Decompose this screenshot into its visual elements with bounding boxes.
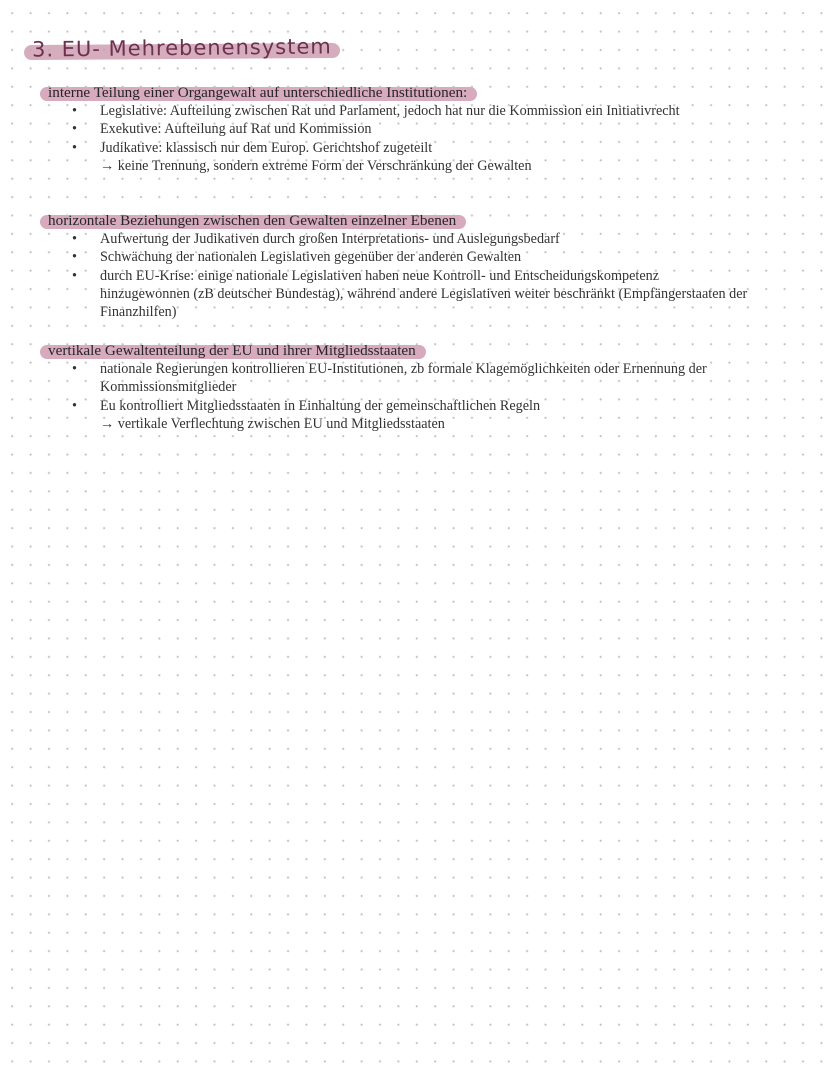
list-item-text: durch EU-Krise: einige nationale Legislativen haben neue Kontroll- und Entscheidungskompetenz hinzugewonnen (zB deutscher Bundestag), während andere Legislativen weiter beschränkt (Empfängerstaaten der Finanzhilfen)	[100, 267, 748, 321]
conclusion-note: → vertikale Verflechtung zwischen EU und Mitgliedsstaaten	[100, 415, 445, 432]
list-item	[0, 267, 828, 322]
list-item-text: Schwächung der nationalen Legislativen gegenüber der anderen Gewalten	[100, 249, 522, 266]
bullet-icon: •	[72, 139, 77, 156]
list-item	[0, 102, 828, 120]
list-item-text: Judikative: klassisch nur dem Europ. Gerichtshof zugeteilt	[100, 139, 433, 156]
section-heading: interne Teilung einer Organgewalt auf unterschiedliche Institutionen:	[40, 84, 477, 102]
bullet-icon: •	[72, 121, 77, 138]
list-item-text: Aufwertung der Judikativen durch großen Interpretations- und Auslegungsbedarf	[100, 231, 560, 247]
section-heading: horizontale Beziehungen zwischen den Gewalten einzelner Ebenen	[40, 212, 466, 230]
list-item-text: nationale Regierungen kontrollieren EU-Institutionen, zb formale Klagemöglichkeiten oder Ernennung der Kommissionsmitglieder	[100, 361, 707, 396]
bullet-icon: •	[72, 231, 77, 247]
bullet-list	[0, 102, 828, 157]
bullet-list	[0, 360, 828, 415]
bullet-icon: •	[72, 249, 77, 266]
section-internal-division	[0, 84, 828, 175]
title-text: 3. EU- Mehrebenensystem	[31, 34, 332, 62]
bullet-icon: •	[72, 103, 77, 119]
list-item-text: Eu kontrolliert Mitgliedsstaaten in Einhaltung der gemeinschaftlichen Regeln	[100, 397, 541, 414]
list-item	[0, 360, 828, 397]
bullet-icon: •	[72, 267, 77, 284]
section-vertical-separation	[0, 342, 828, 433]
page-title	[24, 36, 332, 62]
list-item	[0, 139, 828, 157]
list-item	[0, 120, 828, 138]
list-item-text: Exekutive: Aufteilung auf Rat und Kommission	[100, 121, 372, 138]
bullet-list	[0, 230, 828, 321]
bullet-icon: •	[72, 361, 77, 377]
section-heading: vertikale Gewaltenteilung der EU und ihrer Mitgliedsstaaten	[40, 342, 426, 360]
list-item	[0, 248, 828, 266]
conclusion-note: → keine Trennung, sondern extreme Form der Verschränkung der Gewalten	[100, 157, 532, 174]
list-item	[0, 230, 828, 248]
section-horizontal-relations	[0, 212, 828, 321]
list-item-text: Legislative: Aufteilung zwischen Rat und Parlament, jedoch hat nur die Kommission ein Initiativrecht	[100, 103, 680, 119]
list-item	[0, 397, 828, 415]
bullet-icon: •	[72, 397, 77, 414]
